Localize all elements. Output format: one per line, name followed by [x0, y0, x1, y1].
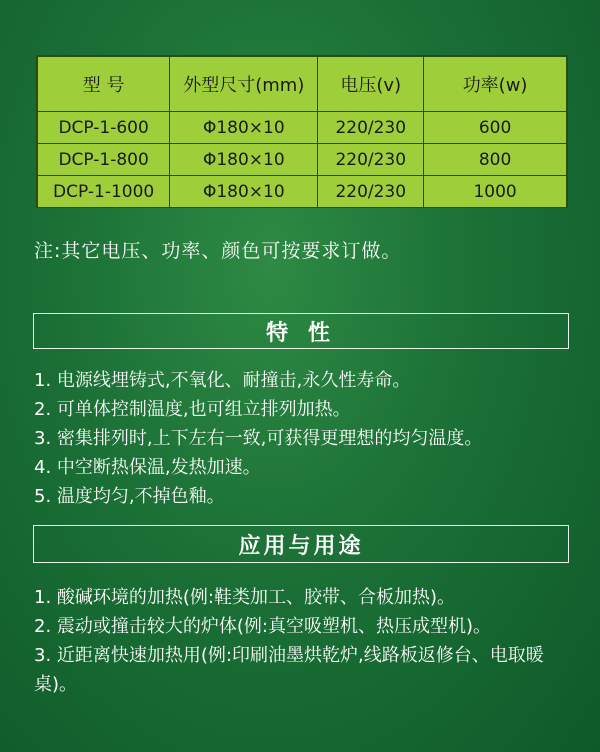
cell-voltage: 220/230	[318, 112, 424, 144]
table-row	[38, 144, 567, 176]
header-voltage: 电压(v)	[318, 57, 424, 112]
table-row	[38, 112, 567, 144]
usage-heading: 应用与用途	[33, 525, 569, 563]
list-item: 5. 温度均匀,不掉色釉。	[34, 486, 225, 507]
table-header-row	[38, 57, 567, 112]
list-item: 2. 震动或撞击较大的炉体(例:真空吸塑机、热压成型机)。	[34, 616, 492, 637]
features-list	[34, 366, 482, 511]
list-item: 1. 酸碱环境的加热(例:鞋类加工、胶带、合板加热)。	[34, 587, 456, 608]
cell-dimensions: Φ180×10	[170, 144, 318, 176]
header-model: 型 号	[38, 57, 170, 112]
cell-power: 1000	[424, 176, 567, 208]
cell-model: DCP-1-1000	[38, 176, 170, 208]
cell-power: 800	[424, 144, 567, 176]
spec-table	[37, 56, 567, 208]
features-heading: 特 性	[33, 313, 569, 349]
cell-model: DCP-1-800	[38, 144, 170, 176]
cell-voltage: 220/230	[318, 176, 424, 208]
cell-dimensions: Φ180×10	[170, 176, 318, 208]
usage-list	[34, 583, 574, 699]
spec-table-container	[36, 55, 568, 208]
list-item: 2. 可单体控制温度,也可组立排列加热。	[34, 399, 351, 420]
cell-voltage: 220/230	[318, 144, 424, 176]
list-item: 4. 中空断热保温,发热加速。	[34, 457, 261, 478]
list-item: 3. 密集排列时,上下左右一致,可获得更理想的均匀温度。	[34, 428, 483, 449]
list-item: 1. 电源线埋铸式,不氧化、耐撞击,永久性寿命。	[34, 370, 411, 391]
table-row	[38, 176, 567, 208]
header-dimensions: 外型尺寸(mm)	[170, 57, 318, 112]
custom-order-note: 注:其它电压、功率、颜色可按要求订做。	[34, 240, 402, 262]
header-power: 功率(w)	[424, 57, 567, 112]
cell-dimensions: Φ180×10	[170, 112, 318, 144]
cell-power: 600	[424, 112, 567, 144]
list-item: 3. 近距离快速加热用(例:印刷油墨烘乾炉,线路板返修台、电取暖桌)。	[34, 645, 544, 695]
cell-model: DCP-1-600	[38, 112, 170, 144]
